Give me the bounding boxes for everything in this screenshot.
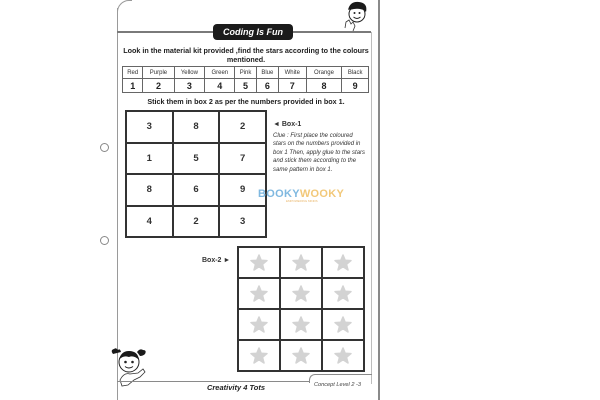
- box-1-cell: 8: [173, 111, 220, 143]
- box-2-grid: [237, 246, 365, 372]
- bookywooky-watermark: [258, 188, 345, 210]
- footer-title: Creativity 4 Tots: [206, 383, 266, 392]
- box-2-cell: [238, 247, 280, 278]
- star-icon: [249, 315, 269, 335]
- box-2-label: Box-2 ►: [202, 257, 231, 264]
- color-name: Black: [342, 67, 369, 79]
- color-numbers-row: [123, 79, 369, 93]
- star-icon: [291, 284, 311, 304]
- box-2-cell: [280, 247, 322, 278]
- color-name: Red: [123, 67, 143, 79]
- box-1-cell: 3: [219, 206, 266, 238]
- footer-level: Concept Level 2 -3: [314, 382, 361, 388]
- star-icon: [333, 315, 353, 335]
- color-number: 5: [235, 79, 257, 93]
- color-name: Green: [205, 67, 235, 79]
- box-1-cell: 4: [126, 206, 173, 238]
- box-1-cell: 1: [126, 143, 173, 175]
- color-number: 4: [205, 79, 235, 93]
- watermark-part2: WOOKY: [299, 188, 345, 200]
- color-name: Orange: [306, 67, 342, 79]
- box-2-cell: [238, 309, 280, 340]
- instruction-text: Look in the material kit provided ,find the stars according to the colours mentioned.: [123, 46, 369, 64]
- box-1-cell: 3: [126, 111, 173, 143]
- page-edge-right: [378, 0, 380, 400]
- color-name: Pink: [235, 67, 257, 79]
- box-2-cell: [322, 309, 364, 340]
- inner-border-right: [371, 32, 372, 384]
- box-2-cell: [280, 309, 322, 340]
- box-1-cell: 2: [219, 111, 266, 143]
- color-number: 3: [174, 79, 205, 93]
- star-icon: [249, 253, 269, 273]
- box-2-cell: [238, 340, 280, 371]
- clue-text: Clue : First place the coloured stars on the numbers provided in box 1 Then, apply glue to the stars and stick them according to the same pattern in box 1.: [273, 133, 366, 173]
- star-icon: [291, 315, 311, 335]
- color-number: 6: [256, 79, 278, 93]
- color-number: 7: [278, 79, 306, 93]
- box-2-cell: [280, 278, 322, 309]
- color-number: 9: [342, 79, 369, 93]
- box-2-cell: [322, 247, 364, 278]
- star-icon: [333, 284, 353, 304]
- box-1-label: ◄ Box-1: [273, 121, 302, 128]
- page-corner: [117, 0, 132, 15]
- boy-mascot-icon: [342, 0, 370, 32]
- footer-divider: [117, 381, 309, 382]
- box-2-cell: [322, 340, 364, 371]
- color-names-row: [123, 67, 369, 79]
- color-name: Purple: [143, 67, 174, 79]
- star-icon: [249, 284, 269, 304]
- star-icon: [291, 346, 311, 366]
- star-icon: [249, 346, 269, 366]
- color-number-table: [122, 66, 369, 93]
- stick-instruction: Stick them in box 2 as per the numbers provided in box 1.: [147, 97, 345, 106]
- color-name: White: [278, 67, 306, 79]
- color-number: 8: [306, 79, 342, 93]
- box-2-cell: [238, 278, 280, 309]
- star-icon: [291, 253, 311, 273]
- box-1-cell: 9: [219, 174, 266, 206]
- star-icon: [333, 253, 353, 273]
- box-1-cell: 5: [173, 143, 220, 175]
- box-1-cell: 7: [219, 143, 266, 175]
- box-1-cell: 8: [126, 174, 173, 206]
- box-2-cell: [322, 278, 364, 309]
- color-name: Blue: [256, 67, 278, 79]
- worksheet-page: [116, 0, 380, 400]
- color-number: 1: [123, 79, 143, 93]
- worksheet-title: Coding Is Fun: [213, 24, 293, 40]
- page-edge-left: [117, 8, 118, 400]
- color-name: Yellow: [174, 67, 205, 79]
- box-1-grid: [125, 110, 267, 238]
- watermark-tagline: EMPOWERING MINDS: [286, 199, 318, 203]
- watermark-part1: BOOKY: [258, 188, 300, 200]
- box-1-cell: 2: [173, 206, 220, 238]
- binder-hole-top: [100, 143, 109, 152]
- box-2-cell: [280, 340, 322, 371]
- color-number: 2: [143, 79, 174, 93]
- star-icon: [333, 346, 353, 366]
- box-1-cell: 6: [173, 174, 220, 206]
- binder-hole-bottom: [100, 236, 109, 245]
